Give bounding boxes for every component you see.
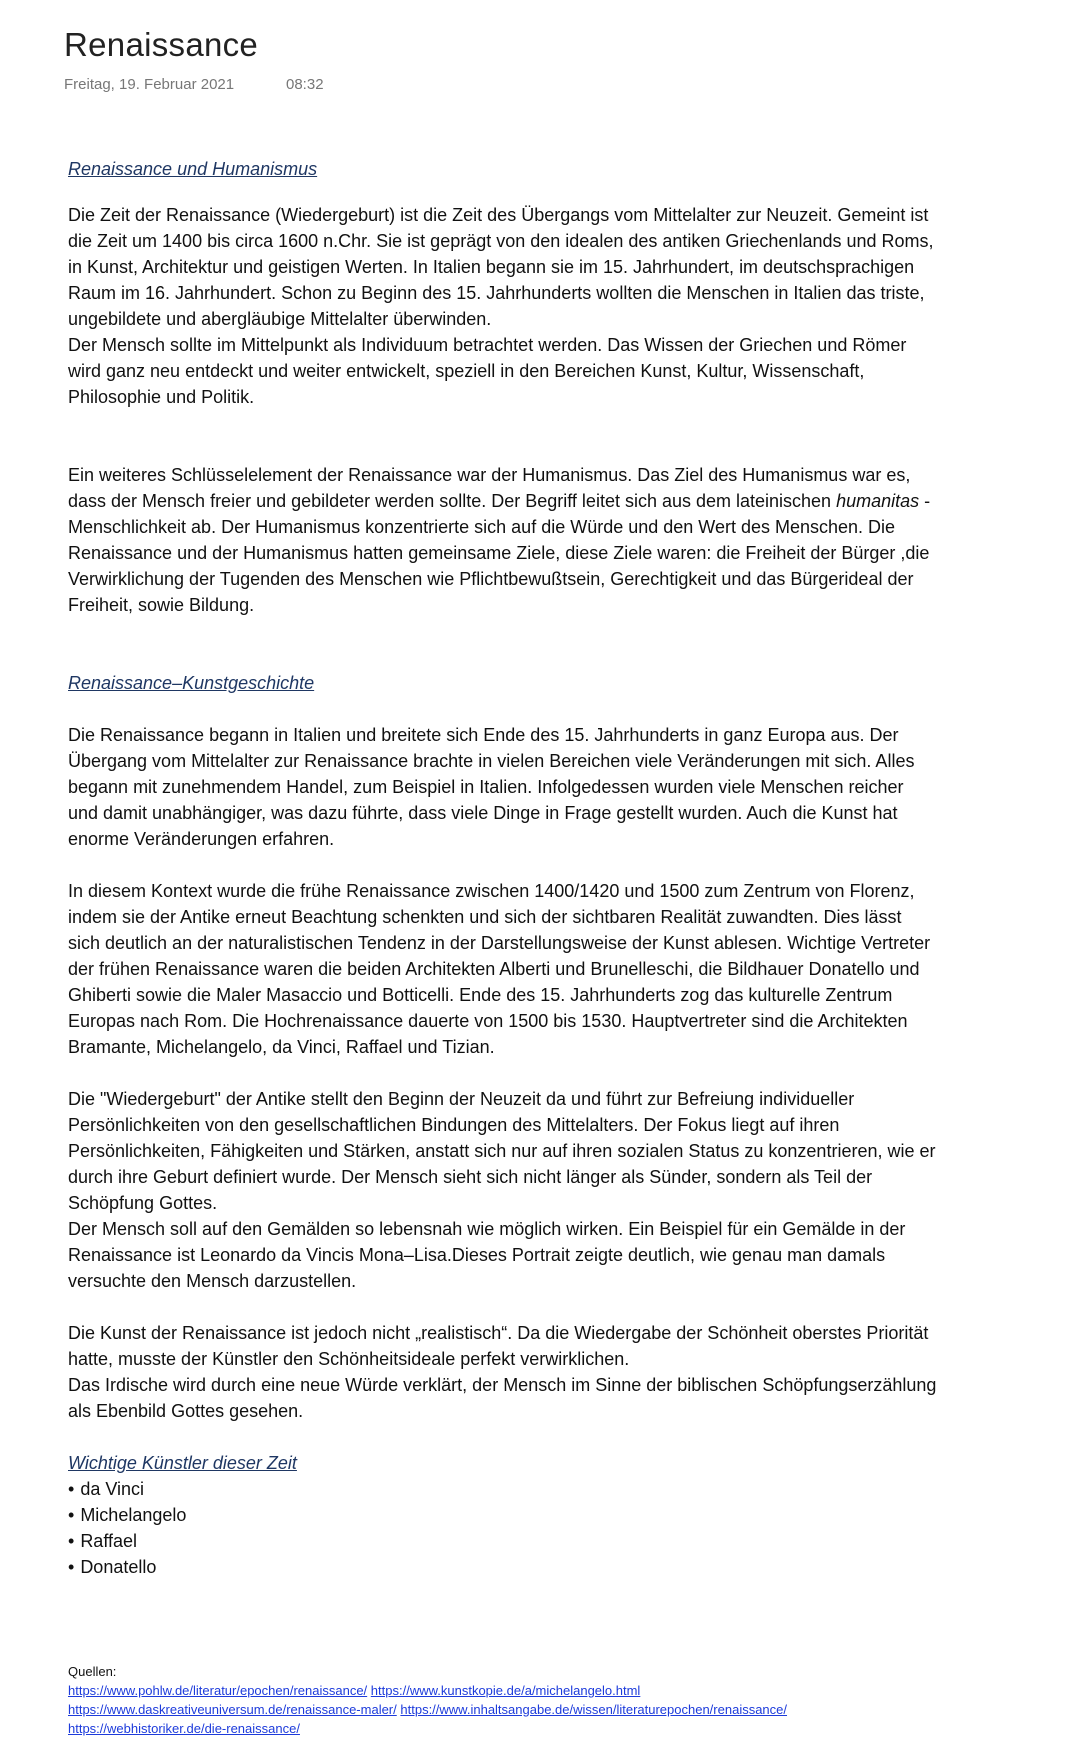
paragraph: Der Mensch soll auf den Gemälden so lebensnah wie möglich wirken. Ein Beispiel für ein Gemälde in der Renaissance ist Leonardo da Vincis Mona–Lisa.Dieses Portrait zeigte deutlich, wie genau man damals versuchte den Mensch darzustellen. — [68, 1219, 906, 1291]
section-heading-kunstgeschichte: Renaissance–Kunstgeschichte — [68, 673, 315, 693]
paragraph: Das Irdische wird durch eine neue Würde verklärt, der Mensch im Sinne der biblischen Schöpfungserzählung als Ebenbild Gottes gesehen. — [68, 1375, 937, 1421]
list-item: • da Vinci — [68, 1476, 938, 1502]
italic-term: humanitas — [836, 491, 920, 511]
list-item: • Michelangelo — [68, 1502, 938, 1528]
paragraph: In diesem Kontext wurde die frühe Renaissance zwischen 1400/1420 und 1500 zum Zentrum von Florenz, indem sie der Antike erneut Beachtung schenkten und sich der sichtbaren Realität zuwandten. Dies lässt sich deutlich an der naturalistischen Tendenz in der Darstellungsweise der Kunst ablesen. Wichtige Vertreter der frühen Renaissance waren die beiden Architekten Alberti und Brunelleschi, die Bildhauer Donatello und Ghiberti sowie die Maler Masaccio und Botticelli. Ende des 15. Jahrhunderts zog das kulturelle Zentrum Europas nach Rom. Die Hochrenaissance dauerte von 1500 bis 1530. Hauptvertreter sind die Architekten Bramante, Michelangelo, da Vinci, Raffael und Tizian. — [68, 881, 931, 1057]
source-link[interactable]: https://www.daskreativeuniversum.de/renaissance-maler/ — [68, 1702, 397, 1717]
text-span: Ein weiteres Schlüsselelement der Renaissance war der Humanismus. Das Ziel des Humanismus war es, dass der Mensch freier und gebildeter werden sollte. Der Begriff leitet sich aus dem lateinischen — [68, 465, 911, 511]
list-item: • Donatello — [68, 1554, 938, 1580]
source-link[interactable]: https://www.pohlw.de/literatur/epochen/renaissance/ — [68, 1683, 368, 1698]
source-link[interactable]: https://www.inhaltsangabe.de/wissen/literaturepochen/renaissance/ — [400, 1702, 788, 1717]
paragraph: Die Renaissance begann in Italien und breitete sich Ende des 15. Jahrhunderts in ganz Europa aus. Der Übergang vom Mittelalter zur Renaissance brachte in vielen Bereichen viele Veränderungen mit sich. Alles begann mit zunehmendem Handel, zum Beispiel in Italien. Infolgedessen wurden viele Menschen reicher und damit unabhängiger, was dazu führte, dass viele Dinge in Frage gestellt wurden. Auch die Kunst hat enorme Veränderungen erfahren. — [68, 725, 915, 849]
source-link[interactable]: https://webhistoriker.de/die-renaissance/ — [68, 1721, 300, 1736]
paragraph: Der Mensch sollte im Mittelpunkt als Individuum betrachtet werden. Das Wissen der Griechen und Römer wird ganz neu entdeckt und weiter entwickelt, speziell in den Bereichen Kunst, Kultur, Wissenschaft, Philosophie und Politik. — [68, 335, 907, 407]
section-heading-kuenstler: Wichtige Künstler dieser Zeit — [68, 1453, 297, 1473]
list-item: • Raffael — [68, 1528, 938, 1554]
page-content — [68, 156, 938, 1580]
section-heading-renaissance-humanismus: Renaissance und Humanismus — [68, 159, 318, 179]
artist-list — [68, 1476, 938, 1580]
paragraph: Die Kunst der Renaissance ist jedoch nicht „realistisch“. Da die Wiedergabe der Schönheit oberstes Priorität hatte, musste der Künstler den Schönheitsideale perfekt verwirklichen. — [68, 1323, 929, 1369]
paragraph: Die Zeit der Renaissance (Wiedergeburt) ist die Zeit des Übergangs vom Mittelalter zur Neuzeit. Gemeint ist die Zeit um 1400 bis circa 1600 n.Chr. Sie ist geprägt von den idealen des antiken Griechenlands und Roms, in Kunst, Architektur und geistigen Werten. In Italien begann sie im 15. Jahrhundert, im deutschsprachigen Raum im 16. Jahrhundert. Schon zu Beginn des 15. Jahrhunderts wollten die Menschen in Italien das triste, ungebildete und abergläubige Mittelalter überwinden. — [68, 205, 934, 329]
sources-block — [68, 1662, 787, 1738]
page-time: 08:32 — [286, 76, 324, 93]
source-link[interactable]: https://www.kunstkopie.de/a/michelangelo.html — [370, 1683, 641, 1698]
page-date: Freitag, 19. Februar 2021 — [64, 76, 235, 93]
paragraph: Die "Wiedergeburt" der Antike stellt den Beginn der Neuzeit da und führt zur Befreiung individueller Persönlichkeiten von den gesellschaftlichen Bindungen des Mittelalters. Der Fokus liegt auf ihren Persönlichkeiten, Fähigkeiten und Stärken, anstatt sich nur auf ihren sozialen Status zu konzentrieren, wie er durch ihre Geburt definiert wurde. Der Mensch sieht sich nicht länger als Sünder, sondern als Teil der Schöpfung Gottes. — [68, 1089, 936, 1213]
text-span: - Menschlichkeit ab. Der Humanismus konzentrierte sich auf die Würde und den Wert des Menschen. Die Renaissance und der Humanismus hatten gemeinsame Ziele, diese Ziele waren: die Freiheit der Bürger ,die Verwirklichung der Tugenden des Menschen wie Pflichtbewußtsein, Gerechtigkeit und das Bürgerideal der Freiheit, sowie Bildung. — [68, 491, 931, 615]
paragraph — [68, 462, 938, 618]
sources-label: Quellen: — [68, 1664, 117, 1679]
page-title: Renaissance — [64, 26, 259, 63]
